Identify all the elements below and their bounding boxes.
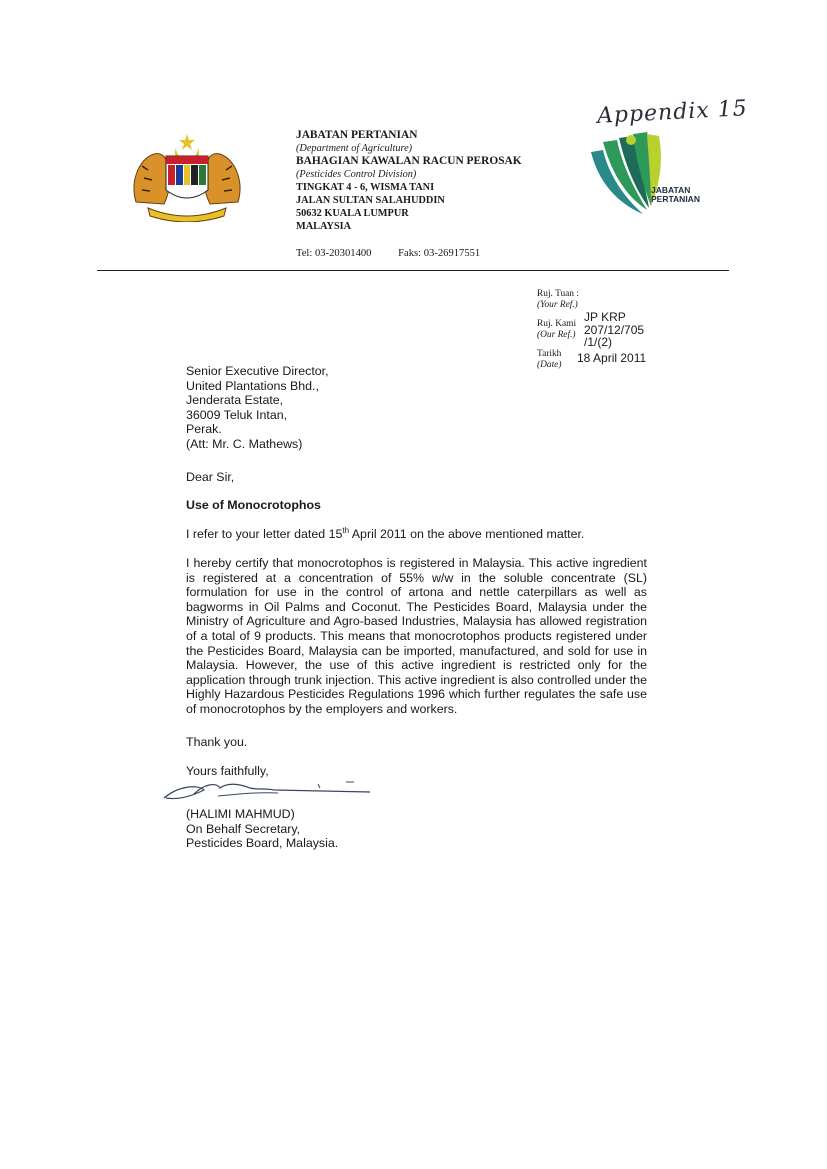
your-reference-label: Ruj. Tuan : (Your Ref.) (537, 289, 579, 310)
closing-line: Yours faithfully, (186, 764, 269, 778)
thanks-line: Thank you. (186, 735, 248, 749)
logo-text-line: JABATAN (651, 185, 691, 195)
address-line: Perak. (186, 422, 222, 437)
letter-date: 18 April 2011 (577, 351, 647, 365)
subject-line: Use of Monocrotophos (186, 498, 321, 512)
address-line: United Plantations Bhd., (186, 378, 319, 393)
division-name: BAHAGIAN KAWALAN RACUN PEROSAK (296, 155, 522, 167)
address-line: 50632 KUALA LUMPUR (296, 208, 409, 219)
recipient-address (186, 364, 486, 452)
coat-of-arms-icon (128, 132, 246, 222)
telephone-number: Tel: 03-20301400 (296, 248, 372, 259)
address-line: 36009 Teluk Intan, (186, 407, 288, 422)
division-name-en: (Pesticides Control Division) (296, 169, 417, 180)
letterhead-block (296, 129, 522, 233)
address-line: (Att: Mr. C. Mathews) (186, 436, 303, 451)
signatory-name: (HALIMI MAHMUD) (186, 807, 295, 821)
signatory-title: On Behalf Secretary, (186, 821, 301, 836)
handwritten-appendix-note: Appendix 15 (596, 96, 749, 129)
signatory-block (186, 807, 338, 851)
date-label: Tarikh (Date) (537, 349, 562, 370)
address-line: Senior Executive Director, (186, 364, 329, 378)
logo-text (651, 186, 700, 204)
department-name-en: (Department of Agriculture) (296, 143, 413, 154)
address-line: JALAN SULTAN SALAHUDDIN (296, 195, 445, 206)
signatory-organisation: Pesticides Board, Malaysia. (186, 836, 339, 851)
body-paragraph: I hereby certify that monocrotophos is registered in Malaysia. This active ingredient is registered at a concentration of 55% w/w in the soluble concentrate (SL) formulation for use in the control of artona and nettle caterpillars as well as bagworms in Oil Palms and Coconut. The Pesticides Board, Malaysia under the Ministry of Agriculture and Agro-based Industries, Malaysia has allowed registration of a total of 9 products. This means that monocrotophos products registered under the Pesticides Board, Malaysia can be imported, manufactured, and sold for use in Malaysia. However, the use of this active ingredient is restricted only for the application through trunk injection. This active ingredient is also controlled under the Highly Hazardous Pesticides Regulations 1996 which further regulates the safe use of monocrotophos by the employers and workers. (186, 556, 647, 716)
contact-line (296, 248, 480, 259)
jabatan-pertanian-logo-icon (585, 132, 705, 224)
address-line: TINGKAT 4 - 6, WISMA TANI (296, 182, 435, 193)
intro-sentence: I refer to your letter dated 15th April 2011 on the above mentioned matter. (186, 525, 585, 541)
our-reference-value: JP KRP 207/12/705 /1/(2) (584, 310, 645, 349)
address-line: Jenderata Estate, (186, 393, 284, 408)
header-divider (97, 270, 729, 271)
salutation: Dear Sir, (186, 470, 235, 484)
department-name: JABATAN PERTANIAN (296, 129, 418, 141)
logo-text-line: PERTANIAN (651, 194, 700, 204)
address-line: MALAYSIA (296, 221, 352, 232)
our-reference-label: Ruj. Kami (Our Ref.) (537, 319, 577, 340)
fax-number: Faks: 03-26917551 (398, 248, 481, 259)
